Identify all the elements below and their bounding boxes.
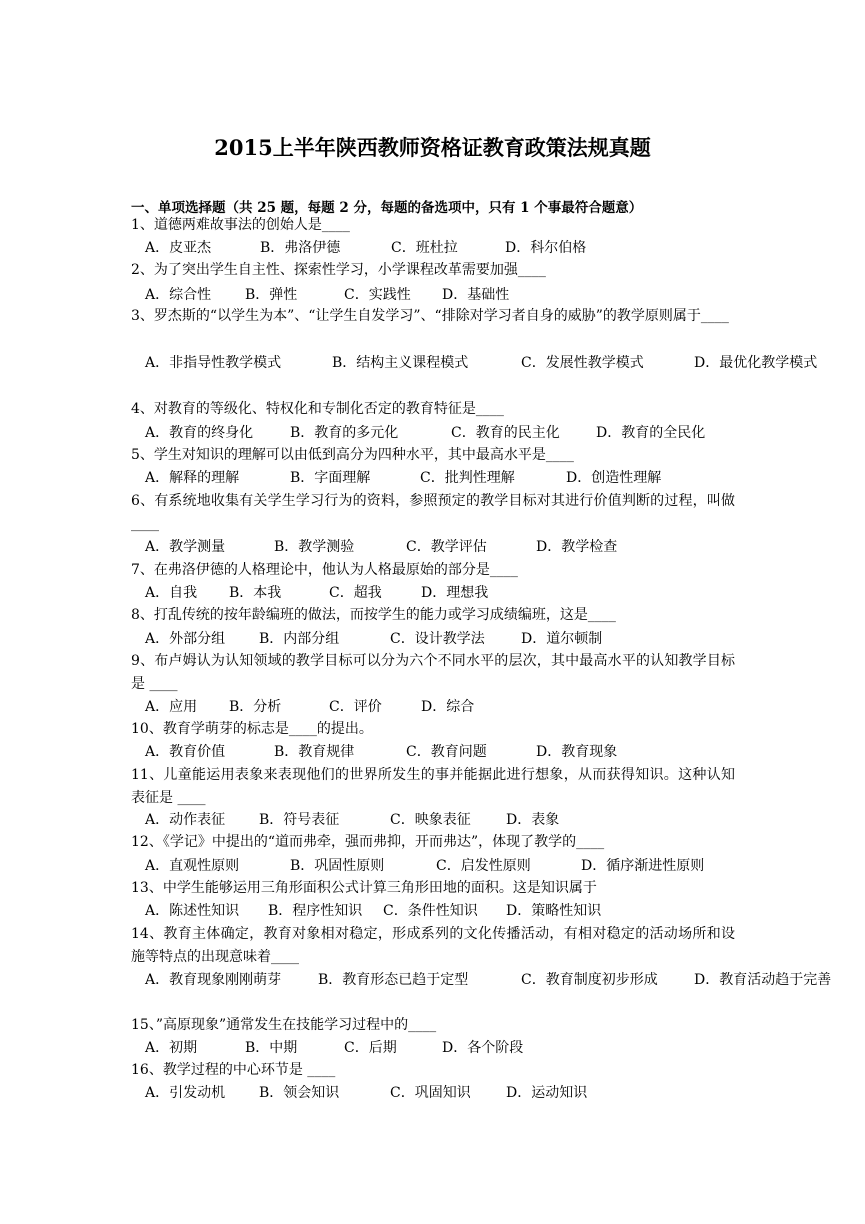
option: A．教学测量 bbox=[145, 539, 226, 555]
option: C．发展性教学模式 bbox=[521, 355, 644, 371]
option: D．教学检查 bbox=[536, 539, 618, 555]
option: C．巩固知识 bbox=[390, 1085, 471, 1101]
option: B．弹性 bbox=[245, 287, 298, 303]
option: D．道尔顿制 bbox=[521, 631, 603, 647]
option: B．符号表征 bbox=[259, 812, 340, 828]
question-stem: 10、教育学萌芽的标志是____的提出。 bbox=[131, 721, 373, 737]
option: B．教育规律 bbox=[274, 744, 355, 760]
option: C．实践性 bbox=[344, 287, 411, 303]
option: C．班杜拉 bbox=[391, 240, 458, 256]
section-header: 一、单项选择题（共 25 题，每题 2 分，每题的备选项中，只有 1 个事最符合题意） bbox=[131, 200, 643, 216]
question-stem: 1、道德两难故事法的创始人是____ bbox=[131, 217, 350, 233]
option: A．非指导性教学模式 bbox=[145, 355, 282, 371]
option: A．初期 bbox=[145, 1040, 198, 1056]
option: B．结构主义课程模式 bbox=[332, 355, 469, 371]
option: B．教育形态已趋于定型 bbox=[318, 972, 469, 988]
question-stem: 11、儿童能运用表象来表现他们的世界所发生的事并能据此进行想象，从而获得知识。这种认知表征是 ____ bbox=[131, 767, 735, 806]
option: A．教育现象刚刚萌芽 bbox=[145, 972, 282, 988]
question-stem: 7、在弗洛伊德的人格理论中，他认为人格最原始的部分是____ bbox=[131, 562, 518, 578]
option: C．批判性理解 bbox=[420, 470, 515, 486]
option: D．综合 bbox=[421, 699, 475, 715]
question-stem: 4、对教育的等级化、特权化和专制化否定的教育特征是____ bbox=[131, 401, 504, 417]
option: A．直观性原则 bbox=[145, 858, 240, 874]
option: B．中期 bbox=[245, 1040, 298, 1056]
option: A．皮亚杰 bbox=[145, 240, 212, 256]
option: C．后期 bbox=[344, 1040, 397, 1056]
option: C．评价 bbox=[329, 699, 382, 715]
option: B．内部分组 bbox=[259, 631, 340, 647]
option: B．字面理解 bbox=[290, 470, 371, 486]
question-stem: 5、学生对知识的理解可以由低到高分为四种水平，其中最高水平是____ bbox=[131, 447, 574, 463]
option: D．教育现象 bbox=[536, 744, 618, 760]
option: A．外部分组 bbox=[145, 631, 226, 647]
question-stem: 12、《学记》中提出的“道而弗牵，强而弗抑，开而弗达”，体现了教学的____ bbox=[131, 834, 605, 850]
option: C．启发性原则 bbox=[436, 858, 531, 874]
question-stem: 6、有系统地收集有关学生学习行为的资料，参照预定的教学目标对其进行价值判断的过程，叫做____ bbox=[131, 493, 735, 532]
option: D．各个阶段 bbox=[442, 1040, 524, 1056]
question-stem: 9、布卢姆认为认知领域的教学目标可以分为六个不同水平的层次，其中最高水平的认知教学目标是 ____ bbox=[131, 653, 735, 692]
question-stem: 13、中学生能够运用三角形面积公式计算三角形田地的面积。这是知识属于 bbox=[131, 880, 597, 896]
question-stem: 16、教学过程的中心环节是 ____ bbox=[131, 1062, 336, 1078]
option: B．本我 bbox=[229, 585, 282, 601]
question-stem: 8、打乱传统的按年龄编班的做法，而按学生的能力或学习成绩编班，这是____ bbox=[131, 607, 616, 623]
option: D．策略性知识 bbox=[506, 903, 602, 919]
option: D．教育活动趋于完善 bbox=[694, 972, 832, 988]
option: D．表象 bbox=[506, 812, 560, 828]
option-row bbox=[131, 352, 818, 375]
option: C．条件性知识 bbox=[383, 903, 478, 919]
option: A．教育价值 bbox=[145, 744, 226, 760]
option: C．教育制度初步形成 bbox=[521, 972, 658, 988]
option: A．教育的终身化 bbox=[145, 425, 254, 441]
option: B．程序性知识 bbox=[268, 903, 363, 919]
document-title: 2015上半年陕西教师资格证教育政策法规真题 bbox=[214, 135, 651, 160]
option: A．陈述性知识 bbox=[145, 903, 240, 919]
option: A．动作表征 bbox=[145, 812, 226, 828]
question-stem: 3、罗杰斯的“以学生为本”、“让学生自发学习”、“排除对学习者自身的威胁”的教学原则属于____ bbox=[131, 308, 729, 324]
option: D．基础性 bbox=[442, 287, 510, 303]
question-stem: 2、为了突出学生自主性、探索性学习，小学课程改革需要加强____ bbox=[131, 262, 546, 278]
option: A．自我 bbox=[145, 585, 198, 601]
option: D．教育的全民化 bbox=[596, 425, 706, 441]
option: B．分析 bbox=[229, 699, 282, 715]
option: C．教学评估 bbox=[406, 539, 487, 555]
option: B．教育的多元化 bbox=[290, 425, 399, 441]
option-row bbox=[131, 969, 832, 992]
question-stem: 15、”高原现象”通常发生在技能学习过程中的____ bbox=[131, 1017, 437, 1033]
option: A．应用 bbox=[145, 699, 198, 715]
option: A．解释的理解 bbox=[145, 470, 240, 486]
option: B．弗洛伊德 bbox=[260, 240, 341, 256]
option: A．引发动机 bbox=[145, 1085, 226, 1101]
option: B．教学测验 bbox=[274, 539, 355, 555]
option: C．教育问题 bbox=[406, 744, 487, 760]
option: B．领会知识 bbox=[259, 1085, 340, 1101]
option: A．综合性 bbox=[145, 287, 212, 303]
option: D．循序渐进性原则 bbox=[581, 858, 705, 874]
option: D．最优化教学模式 bbox=[694, 355, 818, 371]
option: D．理想我 bbox=[421, 585, 489, 601]
question-stem: 14、教育主体确定，教育对象相对稳定，形成系列的文化传播活动，有相对稳定的活动场所和设施等特点的出现意味着____ bbox=[131, 926, 735, 965]
option: B．巩固性原则 bbox=[290, 858, 385, 874]
option: C．超我 bbox=[329, 585, 382, 601]
option: C．设计教学法 bbox=[390, 631, 485, 647]
option: D．创造性理解 bbox=[566, 470, 662, 486]
option: D．运动知识 bbox=[506, 1085, 588, 1101]
option: C．教育的民主化 bbox=[451, 425, 560, 441]
option: C．映象表征 bbox=[390, 812, 471, 828]
option: D．科尔伯格 bbox=[505, 240, 587, 256]
